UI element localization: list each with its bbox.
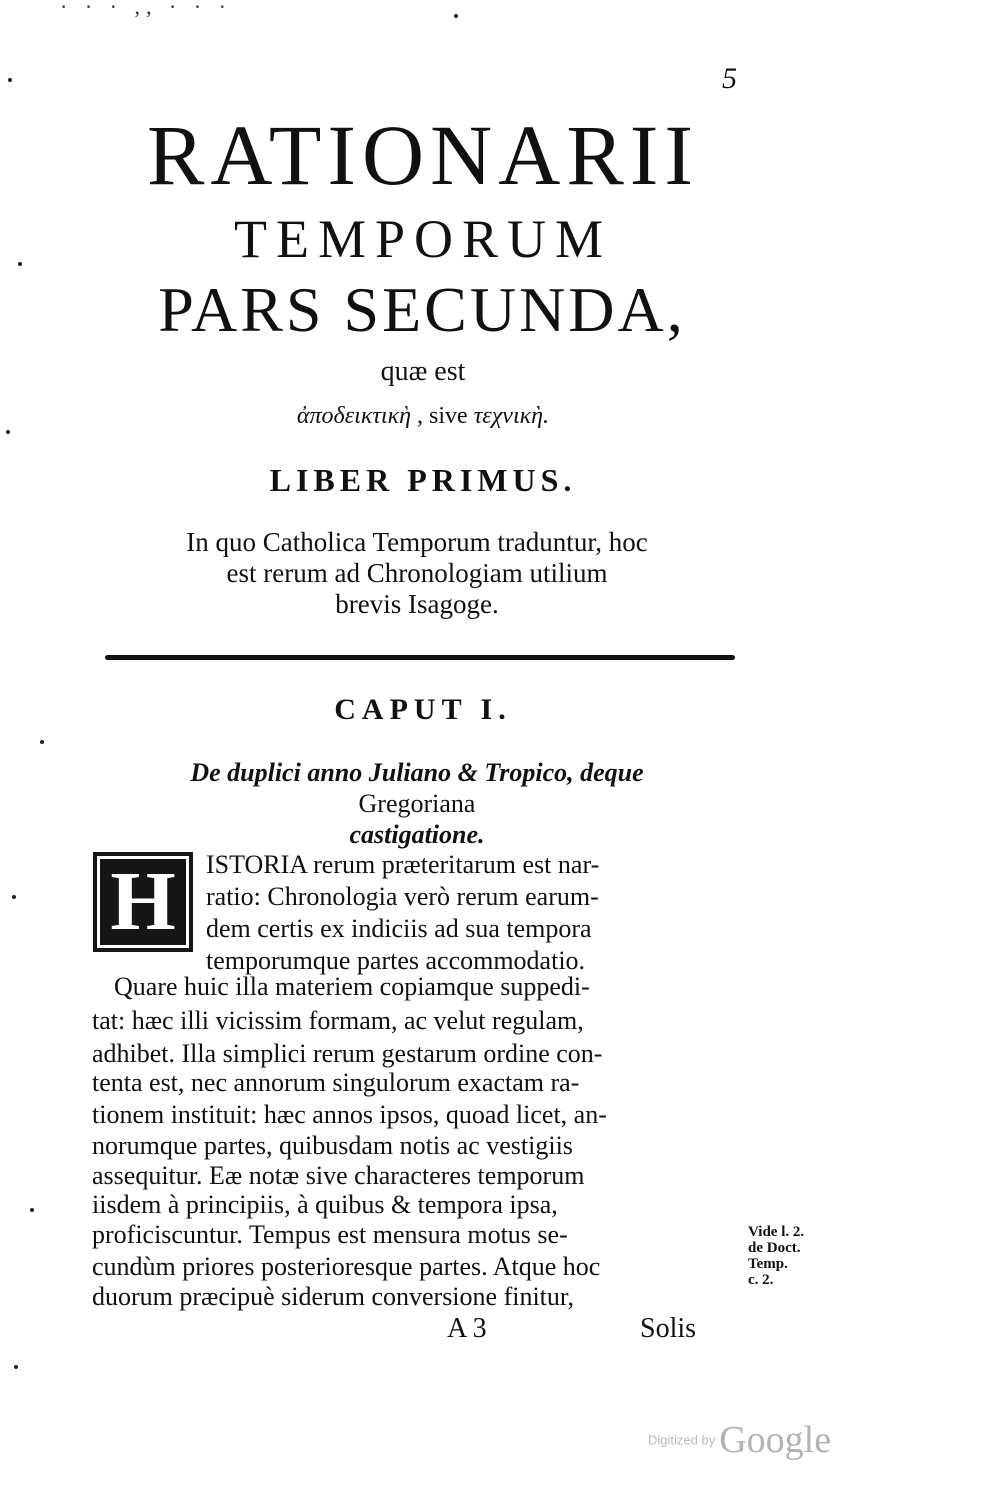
body-line: norumque partes, quibusdam notis ac vestigiis (92, 1131, 573, 1160)
greek-line (98, 403, 748, 430)
chapter-subtitle (92, 757, 742, 850)
description-line: brevis Isagoge. (335, 589, 499, 619)
chapter-heading: CAPUT I. (334, 693, 512, 726)
book-description (92, 527, 742, 620)
page-number: 5 (722, 62, 737, 95)
ink-speck (454, 14, 458, 18)
sive-word: , sive (417, 403, 468, 429)
body-line: ISTORIA rerum præteritarum est nar- (206, 850, 600, 879)
body-line: duorum præcipuè siderum conversione finitur, (92, 1282, 575, 1311)
body-line: tenta est, nec annorum singulorum exactam ra- (92, 1068, 580, 1097)
greek-word-1: ἀποδεικτικὴ (296, 403, 412, 429)
ink-speck (12, 895, 16, 899)
description-line: est rerum ad Chronologiam utilium (226, 558, 608, 588)
title-line-2: TEMPORUM (233, 209, 613, 269)
margin-note-line: c. 2. (748, 1272, 774, 1288)
body-line: ratio: Chronologia verò rerum earum- (206, 882, 599, 911)
ink-speck (30, 1208, 34, 1212)
signature-mark: A 3 (447, 1313, 487, 1344)
subtitle-line-1: De duplici anno Juliano & Tropico, deque (190, 758, 644, 787)
subtitle-italic: castigatione. (349, 820, 485, 849)
ink-speck (18, 262, 22, 266)
quae-est: quæ est (380, 356, 466, 387)
subtitle-line-2 (92, 788, 742, 850)
top-edge-fragment: · · · ,, · · · (60, 0, 232, 19)
ink-speck (8, 78, 12, 82)
body-line: dem certis ex indiciis ad sua tempora (206, 914, 592, 943)
title-line-1: RATIONARII (146, 107, 700, 203)
body-line: tionem instituit: hæc annos ipsos, quoad licet, an- (92, 1100, 607, 1129)
margin-note-line: Vide l. 2. (748, 1224, 805, 1240)
google-logo: Google (719, 1419, 832, 1461)
body-line: iisdem à principiis, à quibus & tempora ipsa, (92, 1190, 558, 1219)
ink-speck (6, 430, 10, 434)
margin-note-line: de Doct. (748, 1240, 801, 1256)
subtitle-roman: Gregoriana (358, 789, 476, 818)
title-line-3: PARS SECUNDA, (158, 274, 686, 345)
margin-note-line: Temp. (748, 1256, 788, 1272)
digitized-watermark (648, 1418, 831, 1462)
margin-note (748, 1224, 828, 1288)
body-line: assequitur. Eæ notæ sive characteres temporum (92, 1161, 585, 1190)
greek-word-2: τεχνικὴ. (473, 403, 550, 429)
liber-heading: LIBER PRIMUS. (269, 462, 577, 498)
catchword: Solis (640, 1313, 697, 1344)
description-line: In quo Catholica Temporum traduntur, hoc (186, 527, 648, 557)
digitized-prefix: Digitized by (648, 1432, 716, 1448)
horizontal-rule (105, 655, 735, 660)
body-line: Quare huic illa materiem copiamque suppedi- (114, 972, 590, 1001)
ink-speck (40, 740, 44, 744)
body-line: tat: hæc illi vicissim formam, ac velut regulam, (92, 1006, 584, 1035)
ink-speck (14, 1365, 18, 1369)
body-line: adhibet. Illa simplici rerum gestarum ordine con- (92, 1039, 603, 1068)
body-line: temporumque partes accommodatio. (206, 946, 586, 975)
body-line: proficiscuntur. Tempus est mensura motus se- (92, 1220, 568, 1249)
drop-initial: H (93, 852, 193, 952)
body-line: cundùm priores posterioresque partes. Atque hoc (92, 1252, 601, 1281)
